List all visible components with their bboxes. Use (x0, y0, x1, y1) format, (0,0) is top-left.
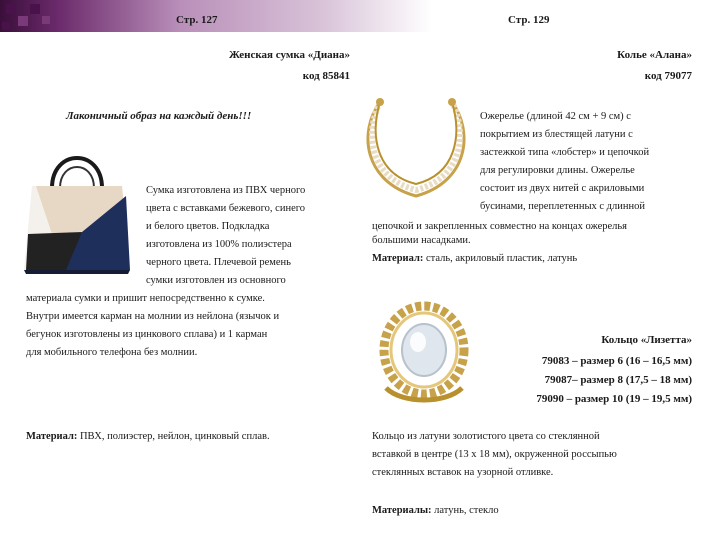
bag-code: код 85841 (302, 70, 350, 82)
text-line: покрытием из блестящей латуни с (480, 129, 633, 140)
text-line: для мобильного телефона без молнии. (26, 347, 198, 358)
header-decor (18, 16, 28, 26)
material-value: ПВХ, полиэстер, нейлон, цинковый сплав. (77, 431, 270, 442)
text-line: вставкой в центре (13 х 18 мм), окруженной россыпью (372, 449, 617, 460)
header-bar (0, 0, 720, 32)
bag-description-short (146, 182, 361, 290)
text-line: цвета с вставками бежевого, синего (146, 203, 306, 214)
text-line: Сумка изготовлена из ПВХ черного (146, 185, 306, 196)
text-line: большими насадками. (372, 235, 471, 246)
material-label: Материал: (372, 253, 424, 264)
text-line: материала сумки и пришит непосредственно к сумке. (26, 293, 265, 304)
header-decor (30, 4, 40, 14)
ring-title: Кольцо «Лизетта» (601, 334, 692, 346)
ring-image (372, 298, 472, 408)
material-label: Материалы: (372, 505, 432, 516)
necklace-material (372, 250, 712, 268)
text-line: и белого цветов. Подкладка (146, 221, 270, 232)
ring-sizes (536, 352, 692, 409)
text-line: Кольцо из латуни золотистого цвета со стеклянной (372, 431, 600, 442)
ring-size-item: 79083 – размер 6 (16 – 16,5 мм) (541, 355, 692, 367)
text-line: для регулировки длины. Ожерелье (480, 165, 635, 176)
text-line: Ожерелье (длиной 42 см + 9 см) с (480, 111, 631, 122)
necklace-code: код 79077 (644, 70, 692, 82)
bag-title: Женская сумка «Диана» (228, 49, 350, 61)
material-value: сталь, акриловый пластик, латунь (423, 253, 578, 264)
text-line: черного цвета. Плечевой ремень (146, 257, 291, 268)
necklace-title: Колье «Алана» (617, 49, 692, 61)
page-number-left: Стр. 127 (176, 14, 218, 26)
bag-description-full (26, 290, 356, 362)
text-line: бегунок изготовлены из цинкового сплава) и 1 карман (26, 329, 268, 340)
necklace-description-short (480, 108, 705, 216)
text-line: состоит из двух нитей с акриловыми (480, 183, 645, 194)
text-line: сумки изготовлен из основного (146, 275, 286, 286)
text-line: бусинами, переплетенных с длинной (480, 201, 645, 212)
material-value: латунь, стекло (431, 505, 499, 516)
header-decor (6, 4, 16, 14)
text-line: цепочкой и закрепленных совместно на концах ожерелья (372, 221, 627, 232)
ring-size-item: 79087– размер 8 (17,5 – 18 мм) (544, 374, 692, 386)
page-number-right: Стр. 129 (508, 14, 550, 26)
bag-slogan: Лаконичный образ на каждый день!!! (66, 110, 252, 122)
header-decor (42, 16, 50, 24)
material-label: Материал: (26, 431, 78, 442)
header-decor (2, 22, 10, 30)
text-line: застежкой типа «лобстер» и цепочкой (480, 147, 650, 158)
bag-material (26, 428, 356, 446)
ring-size-item: 79090 – размер 10 (19 – 19,5 мм) (536, 393, 692, 405)
text-line: стеклянных вставок на узорной отливке. (372, 467, 554, 478)
text-line: Внутри имеется карман на молнии из нейлона (язычок и (26, 311, 280, 322)
necklace-description-full (372, 220, 712, 248)
necklace-image (356, 92, 476, 204)
bag-image (22, 138, 132, 278)
ring-description (372, 428, 712, 482)
text-line: изготовлена из 100% полиэстера (146, 239, 292, 250)
ring-material (372, 502, 712, 520)
